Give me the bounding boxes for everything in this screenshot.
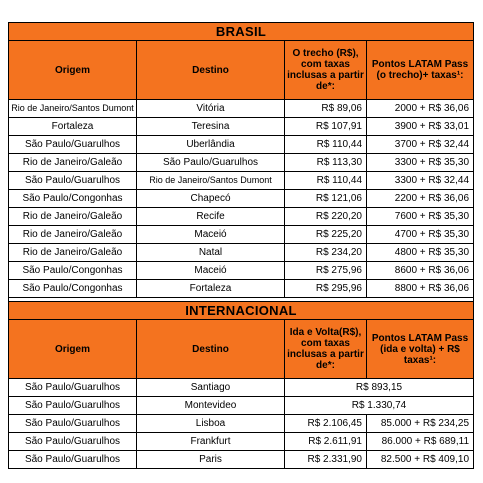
- origem-cell: São Paulo/Guarulhos: [9, 415, 137, 433]
- internacional-header-destino: Destino: [137, 320, 285, 379]
- destino-cell: Vitória: [137, 100, 285, 118]
- points-cell: 3300 + R$ 35,30: [367, 154, 474, 172]
- points-cell: 4700 + R$ 35,30: [367, 226, 474, 244]
- points-cell: 2200 + R$ 36,06: [367, 190, 474, 208]
- price-cell: R$ 2.611,91: [285, 433, 367, 451]
- price-cell: R$ 107,91: [285, 118, 367, 136]
- origem-cell: São Paulo/Guarulhos: [9, 379, 137, 397]
- points-cell: 82.500 + R$ 409,10: [367, 451, 474, 469]
- table-row: [9, 433, 474, 451]
- destino-cell: Frankfurt: [137, 433, 285, 451]
- table-row: [9, 379, 474, 397]
- destino-cell: Recife: [137, 208, 285, 226]
- internacional-title: INTERNACIONAL: [9, 302, 474, 320]
- points-cell: 8800 + R$ 36,06: [367, 280, 474, 298]
- combined-price-cell: R$ 1.330,74: [285, 397, 474, 415]
- points-cell: 8600 + R$ 36,06: [367, 262, 474, 280]
- points-cell: 85.000 + R$ 234,25: [367, 415, 474, 433]
- price-cell: R$ 234,20: [285, 244, 367, 262]
- price-cell: R$ 121,06: [285, 190, 367, 208]
- origem-cell: Rio de Janeiro/Galeão: [9, 244, 137, 262]
- table-row: [9, 172, 474, 190]
- table-row: [9, 208, 474, 226]
- destino-cell: Lisboa: [137, 415, 285, 433]
- fares-table: [8, 22, 474, 469]
- destino-cell: Chapecó: [137, 190, 285, 208]
- table-row: [9, 397, 474, 415]
- internacional-header-pontos: Pontos LATAM Pass (ida e volta) + R$ taxas¹:: [367, 320, 474, 379]
- points-cell: 3700 + R$ 32,44: [367, 136, 474, 154]
- destino-cell: Santiago: [137, 379, 285, 397]
- table-row: [9, 280, 474, 298]
- price-cell: R$ 113,30: [285, 154, 367, 172]
- origem-cell: São Paulo/Congonhas: [9, 190, 137, 208]
- points-cell: 86.000 + R$ 689,11: [367, 433, 474, 451]
- points-cell: 4800 + R$ 35,30: [367, 244, 474, 262]
- price-cell: R$ 110,44: [285, 172, 367, 190]
- table-row: [9, 244, 474, 262]
- origem-cell: São Paulo/Congonhas: [9, 280, 137, 298]
- price-cell: R$ 225,20: [285, 226, 367, 244]
- destino-cell: Maceió: [137, 226, 285, 244]
- table-row: [9, 190, 474, 208]
- points-cell: 2000 + R$ 36,06: [367, 100, 474, 118]
- table-row: [9, 226, 474, 244]
- origem-cell: São Paulo/Guarulhos: [9, 451, 137, 469]
- price-cell: R$ 89,06: [285, 100, 367, 118]
- destino-cell: Teresina: [137, 118, 285, 136]
- origem-cell: São Paulo/Guarulhos: [9, 397, 137, 415]
- destino-cell: Rio de Janeiro/Santos Dumont: [137, 172, 285, 190]
- origem-cell: Rio de Janeiro/Galeão: [9, 208, 137, 226]
- table-row: [9, 100, 474, 118]
- destino-cell: São Paulo/Guarulhos: [137, 154, 285, 172]
- combined-price-cell: R$ 893,15: [285, 379, 474, 397]
- origem-cell: Rio de Janeiro/Santos Dumont: [9, 100, 137, 118]
- origem-cell: Rio de Janeiro/Galeão: [9, 226, 137, 244]
- brasil-header-origem: Origem: [9, 41, 137, 100]
- price-cell: R$ 275,96: [285, 262, 367, 280]
- points-cell: 3900 + R$ 33,01: [367, 118, 474, 136]
- origem-cell: São Paulo/Guarulhos: [9, 433, 137, 451]
- destino-cell: Fortaleza: [137, 280, 285, 298]
- fares-table-container: [8, 22, 473, 469]
- origem-cell: São Paulo/Guarulhos: [9, 172, 137, 190]
- origem-cell: São Paulo/Congonhas: [9, 262, 137, 280]
- destino-cell: Uberlândia: [137, 136, 285, 154]
- brasil-header-destino: Destino: [137, 41, 285, 100]
- internacional-header-preco: Ida e Volta(R$), com taxas inclusas a partir de*:: [285, 320, 367, 379]
- table-row: [9, 118, 474, 136]
- table-row: [9, 451, 474, 469]
- internacional-section: [9, 302, 474, 469]
- brasil-header-pontos: Pontos LATAM Pass (o trecho)+ taxas¹:: [367, 41, 474, 100]
- price-cell: R$ 2.106,45: [285, 415, 367, 433]
- destino-cell: Paris: [137, 451, 285, 469]
- brasil-section: [9, 23, 474, 298]
- destino-cell: Maceió: [137, 262, 285, 280]
- destino-cell: Montevideo: [137, 397, 285, 415]
- points-cell: 7600 + R$ 35,30: [367, 208, 474, 226]
- destino-cell: Natal: [137, 244, 285, 262]
- price-cell: R$ 2.331,90: [285, 451, 367, 469]
- brasil-title: BRASIL: [9, 23, 474, 41]
- brasil-header-preco: O trecho (R$), com taxas inclusas a partir de*:: [285, 41, 367, 100]
- price-cell: R$ 295,96: [285, 280, 367, 298]
- internacional-header-origem: Origem: [9, 320, 137, 379]
- origem-cell: Rio de Janeiro/Galeão: [9, 154, 137, 172]
- price-cell: R$ 110,44: [285, 136, 367, 154]
- points-cell: 3300 + R$ 32,44: [367, 172, 474, 190]
- origem-cell: Fortaleza: [9, 118, 137, 136]
- table-row: [9, 262, 474, 280]
- price-cell: R$ 220,20: [285, 208, 367, 226]
- table-row: [9, 136, 474, 154]
- origem-cell: São Paulo/Guarulhos: [9, 136, 137, 154]
- table-row: [9, 154, 474, 172]
- table-row: [9, 415, 474, 433]
